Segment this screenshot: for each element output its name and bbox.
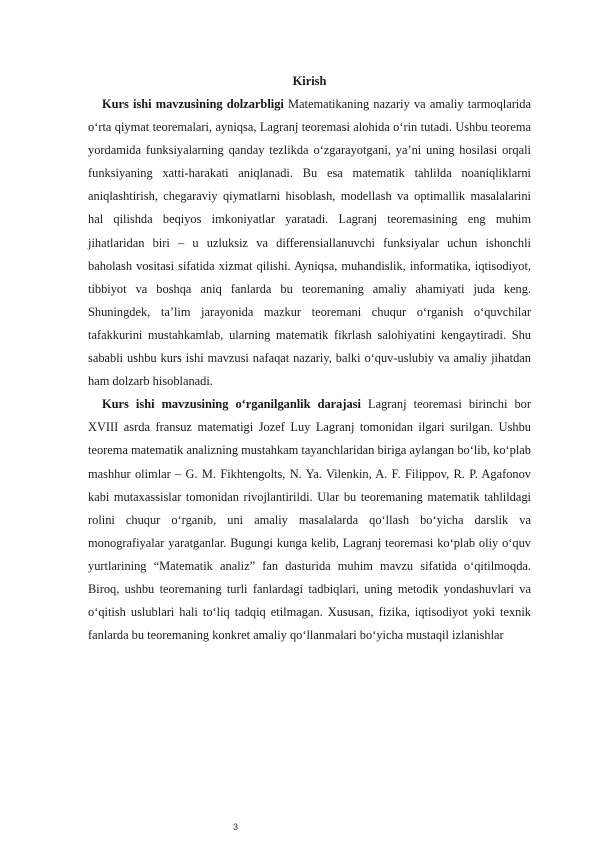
paragraph-study-level <box>88 393 531 647</box>
document-page <box>88 70 531 647</box>
paragraph-text-study-level: Lagranj teoremasi birinchi bor XVIII asrda fransuz matematigi Jozef Luy Lagranj tomonidan ilgari surilgan. Ushbu teorema matematik analizning mustahkam tayanchlaridan biriga aylangan bo‘lib, ko‘plab mashhur olimlar – G. M. Fikhtengolts, N. Ya. Vilenkin, A. F. Filippov, R. P. Agafonov kabi mutaxassislar tomonidan rivojlantirildi. Ular bu teoremaning matematik tahlildagi rolini chuqur o‘rganib, uni amaliy masalalarda qo‘llash bo‘yicha darslik va monografiyalar yaratganlar. Bugungi kunga kelib, Lagranj teoremasi ko‘plab oliy o‘quv yurtlarining “Matematik analiz” fan dasturida muhim mavzu sifatida o‘qitilmoqda. Biroq, ushbu teoremaning turli fanlardagi tadbiqlari, uning metodik yondashuvlari va o‘qitish uslublari hali to‘liq tadqiq etilmagan. Xususan, fizika, iqtisodiyot yoki texnik fanlarda bu teoremaning konkret amaliy qo‘llanmalari bo‘yicha mustaqil izlanishlar <box>88 397 531 643</box>
paragraph-lead-relevance: Kurs ishi mavzusining dolzarbligi <box>102 97 284 111</box>
paragraph-text-relevance: Matematikaning nazariy va amaliy tarmoqlarida o‘rta qiymat teoremalari, ayniqsa, Lagranj teoremasi alohida o‘rin tutadi. Ushbu teorema yordamida funksiyalarning qanday tezlikda o‘zgarayotgani, ya’ni uning hosilasi orqali funksiyaning xatti-harakati aniqlanadi. Bu esa matematik tahlilda noaniqliklarni aniqlashtirish, chegaraviy qiymatlarni hisoblash, modellash va optimallik masalalarini hal qilishda beqiyos imkoniyatlar yaratadi. Lagranj teoremasining eng muhim jihatlaridan biri – u uzluksiz va differensiallanuvchi funksiyalar uchun ishonchli baholash vositasi sifatida xizmat qilishi. Ayniqsa, muhandislik, informatika, iqtisodiyot, tibbiyot va boshqa aniq fanlarda bu teoremaning amaliy ahamiyati juda keng. Shuningdek, ta’lim jarayonida mazkur teoremani chuqur o‘rganish o‘quvchilar tafakkurini mustahkamlab, ularning matematik fikrlash salohiyatini kengaytiradi. Shu sababli ushbu kurs ishi mavzusi nafaqat nazariy, balki o‘quv-uslubiy va amaliy jihatdan ham dolzarb hisoblanadi. <box>88 97 531 389</box>
page-number: 3 <box>233 822 239 832</box>
paragraph-lead-study-level: Kurs ishi mavzusining o‘rganilganlik darajasi <box>102 397 361 412</box>
section-title: Kirish <box>292 74 327 88</box>
paragraph-relevance <box>88 93 531 393</box>
